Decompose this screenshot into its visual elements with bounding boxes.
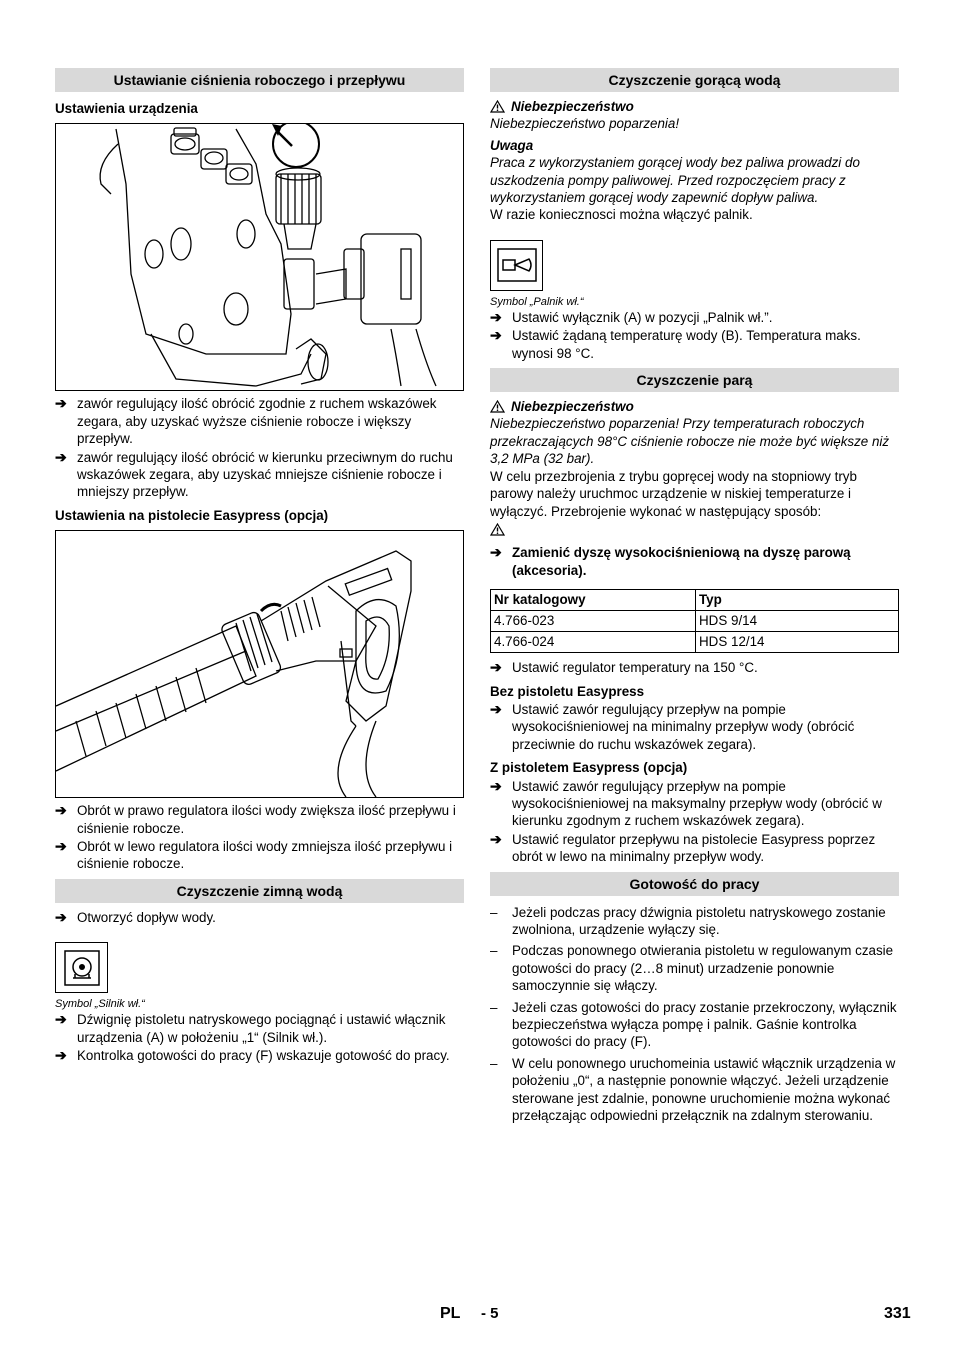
note-text: Praca z wykorzystaniem gorącej wody bez paliwa prowadzi do uszkodzenia pompy paliwowej. Przed rozpoczęciem pracy z wykorzystaniem gorącej wody zapewnić dopływ paliwa. [490, 155, 860, 206]
table-row [491, 611, 899, 632]
arrow-icon: ➔ [490, 327, 502, 344]
list-item: ➔ Zamienić dyszę wysokociśnieniową na dyszę parową (akcesoria). [490, 544, 851, 578]
danger-heading: Niebezpieczeństwo [490, 98, 899, 115]
table-cell: 4.766-024 [491, 632, 696, 653]
list-item: – Podczas ponownego otwierania pistoletu w regulowanym czasie gotowości do pracy (2…8 minut) urzadzenie ponownie samoczynnie się włączy. [490, 943, 894, 994]
motor-on-symbol [55, 942, 108, 993]
arrow-icon: ➔ [55, 1047, 67, 1064]
list-item: ➔ Otworzyć dopływ wody. [55, 908, 216, 925]
list-item: – Jeżeli czas gotowości do pracy zostanie przekroczony, wyłącznik bezpieczeństwa wyłącza pompę i palnik. Gaśnie kontrolka gotowości do pracy (F). [490, 999, 897, 1050]
list-item: ➔ zawór regulujący ilość obrócić zgodnie z ruchem wskazówek zegara, aby uzyskać wyższe ciśnienie robocze i większy przepływ. [55, 395, 437, 447]
table-header-row [491, 590, 899, 611]
warning-triangle-icon [490, 523, 505, 536]
list-item: ➔ Obrót w lewo regulatora ilości wody zmniejsza ilość przepływu i ciśnienie robocze. [55, 838, 453, 872]
list-item: ➔ Ustawić zawór regulujący przepływ na pompie wysokociśnieniowej na minimalny przepływ wody (obrócić przeciwnie do ruchu wskazówek zegara). [490, 700, 855, 752]
note-heading: Uwaga [490, 137, 534, 153]
nozzle-table [490, 589, 899, 653]
warning-triangle-icon [490, 100, 505, 113]
table-cell: HDS 9/14 [696, 611, 899, 632]
arrow-icon: ➔ [490, 544, 502, 561]
table-cell: HDS 12/14 [696, 632, 899, 653]
table-header: Nr katalogowy [491, 590, 696, 611]
list-item: ➔ Ustawić wyłącznik (A) w pozycji „Palnik wł.”. [490, 308, 773, 325]
list-item: ➔ Dźwignię pistoletu natryskowego pociągnąć i ustawić włącznik urządzenia (A) w położeniu „1“ (Silnik wł.). [55, 1011, 446, 1045]
steam-text: W celu przezbrojenia z trybu gopręcej wody na stopniowy tryb parowy należy uruchmoc urządzenie w niskiej temperaturze i wyłączyć. Przebrojenie wykonać w następujący sposób: [490, 468, 857, 519]
arrow-icon: ➔ [55, 838, 67, 855]
section-title-cold-water: Czyszczenie zimną wodą [55, 879, 464, 903]
subheading-with-gun: Z pistoletem Easypress (opcja) [490, 760, 688, 776]
list-item: – W celu ponownego uruchomeinia ustawić włącznik urządzenia w położeniu „0“, a następnie ponownie włączyć. Jeżeli urządzenie sterowane jest zdalnie, ponowne uruchomienie można wykonać przełączając odpowiedni przełącznik na zdalnym sterowaniu. [490, 1055, 896, 1124]
list-item: – Jeżeli podczas pracy dźwignia pistoletu natryskowego zostanie zwolniona, urządzenie wyłączy się. [490, 904, 886, 937]
arrow-icon: ➔ [490, 308, 502, 325]
footer-subpage: - 5 [481, 1305, 499, 1322]
subheading-device-settings: Ustawienia urządzenia [55, 101, 198, 116]
section-title-pressure: Ustawianie ciśnienia roboczego i przepływu [55, 68, 464, 92]
steam-danger-heading: Niebezpieczeństwo [490, 398, 899, 415]
page-number: 331 [884, 1305, 911, 1322]
burner-symbol-caption: Symbol „Palnik wł.“ [490, 295, 584, 308]
left-column [55, 68, 464, 1066]
pump-valve-drawing [56, 124, 463, 390]
section-title-hot-water: Czyszczenie gorącą wodą [490, 68, 899, 92]
table-row [491, 632, 899, 653]
arrow-icon: ➔ [490, 777, 502, 794]
arrow-icon: ➔ [55, 395, 67, 412]
danger-text: Niebezpieczeństwo poparzenia! [490, 116, 680, 132]
arrow-icon: ➔ [55, 802, 67, 819]
arrow-icon: ➔ [55, 1011, 67, 1028]
easypress-gun-illustration [55, 530, 464, 798]
arrow-icon: ➔ [490, 830, 502, 847]
section-title-ready: Gotowość do pracy [490, 872, 899, 896]
motor-icon [62, 948, 102, 988]
table-header: Typ [696, 590, 899, 611]
arrow-icon: ➔ [55, 448, 67, 465]
footer-language: PL [440, 1305, 461, 1322]
right-column [490, 68, 899, 1128]
list-item: ➔ Ustawić regulator przepływu na pistolecie Easypress poprzez obrót w lewo na minimalny przepływ wody. [490, 830, 876, 865]
list-item: ➔ Ustawić żądaną temperaturę wody (B). Temperatura maks. wynosi 98 °C. [490, 327, 861, 361]
steam-danger-text: Niebezpieczeństwo poparzenia! Przy temperaturach roboczych przekraczających 98°C ciśnienie robocze nie może być większe niż 3,2 MPa (32 bar). [490, 416, 890, 467]
warning-triangle-icon [490, 400, 505, 413]
table-cell: 4.766-023 [491, 611, 696, 632]
spray-gun-drawing [56, 531, 463, 797]
subheading-gun-settings: Ustawienia na pistolecie Easypress (opcja) [55, 507, 329, 523]
list-item: ➔ Obrót w prawo regulatora ilości wody zwiększa ilość przepływu i ciśnienie robocze. [55, 802, 456, 836]
subheading-no-gun: Bez pistoletu Easypress [490, 683, 645, 699]
note-extra: W razie koniecznosci można włączyć palnik. [490, 207, 753, 223]
list-item: ➔ Ustawić zawór regulujący przepływ na pompie wysokociśnieniowej na maksymalny przepływ wody (obrócić w kierunku zgodnym z ruchem wskazówek zegara). [490, 777, 882, 829]
arrow-icon: ➔ [55, 908, 67, 925]
arrow-icon: ➔ [490, 700, 502, 717]
pump-valve-illustration [55, 123, 464, 391]
list-item: ➔ Kontrolka gotowości do pracy (F) wskazuje gotowość do pracy. [55, 1047, 450, 1064]
section-title-steam: Czyszczenie parą [490, 368, 899, 392]
list-item: ➔ Ustawić regulator temperatury na 150 °C. [490, 659, 758, 676]
burner-on-symbol [490, 240, 543, 291]
burner-icon [495, 245, 539, 285]
steam-warning-mark [490, 523, 899, 540]
motor-symbol-caption: Symbol „Silnik wł.“ [55, 998, 145, 1011]
list-item: ➔ zawór regulujący ilość obrócić w kierunku przeciwnym do ruchu wskazówek zegara, aby uzyskać mniejsze ciśnienie robocze i mniejszy przepływ. [55, 448, 453, 500]
arrow-icon: ➔ [490, 659, 502, 676]
